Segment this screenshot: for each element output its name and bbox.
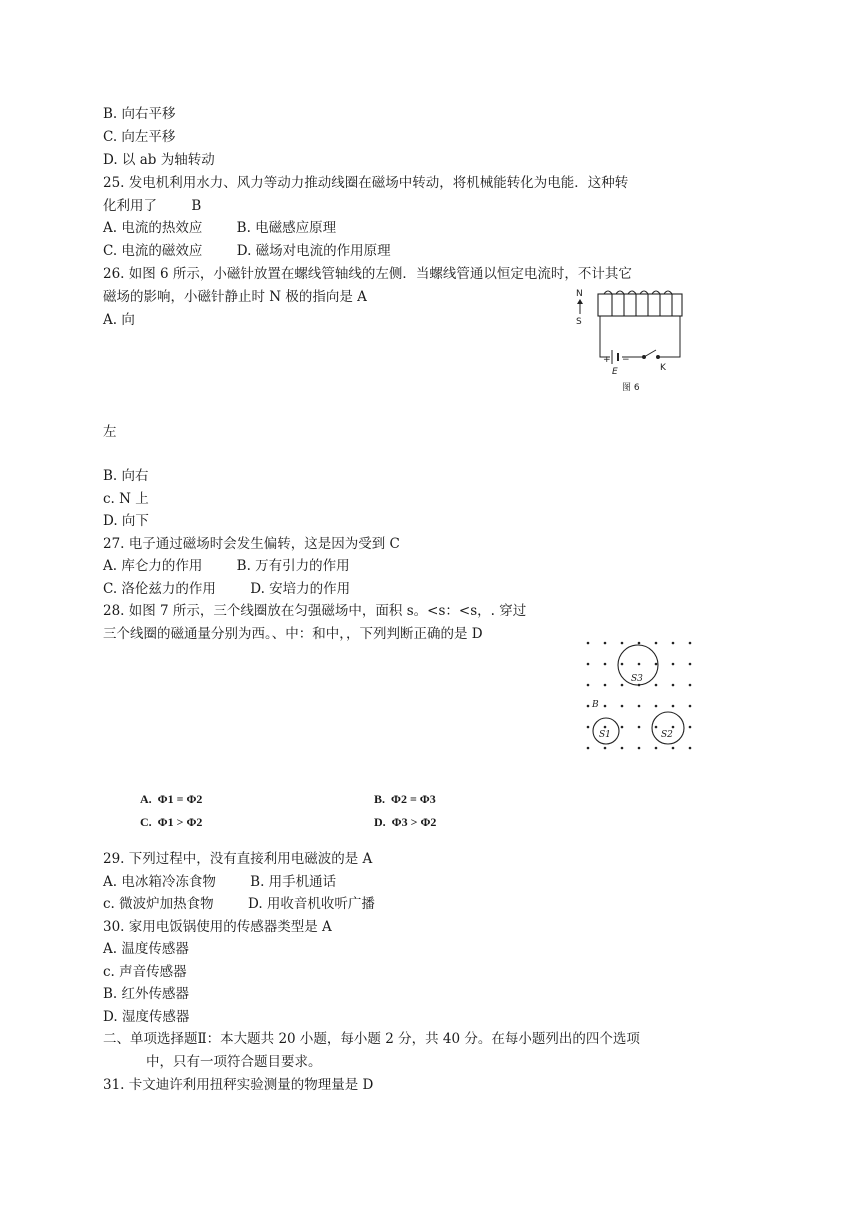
section-heading-cont: 中，只有一项符合题目要求。 (146, 1054, 322, 1070)
field-dot (638, 747, 641, 750)
question-26-cont: 磁场的影响，小磁针静止时 N 极的指向是 A (103, 289, 367, 305)
field-dot (655, 747, 658, 750)
field-dot (672, 705, 675, 708)
question-30-option-d: D. 湿度传感器 (103, 1009, 190, 1025)
field-dot (587, 747, 590, 750)
coil-s1-label: S1 (599, 730, 611, 740)
field-dot (689, 663, 692, 666)
question-26-option-a-cont: 左 (103, 424, 117, 440)
field-dot (655, 642, 658, 645)
coil-s2-label: S2 (661, 730, 673, 740)
figure-6-solenoid (570, 282, 690, 398)
compass-s-label: S (576, 317, 582, 327)
solenoid-coil (598, 291, 682, 316)
field-dot (604, 705, 607, 708)
field-dot (604, 726, 607, 729)
field-dot (638, 663, 641, 666)
field-dot (689, 642, 692, 645)
option-c-line: C. 向左平移 (103, 129, 176, 145)
field-dot (604, 663, 607, 666)
question-30: 30. 家用电饭锅使用的传感器类型是 A (103, 919, 332, 935)
field-dot (621, 726, 624, 729)
field-dot (655, 684, 658, 687)
fig7-option-d: D. Φ3 > Φ2 (374, 815, 437, 829)
field-dot (672, 747, 675, 750)
question-26-option-a: A. 向 (103, 312, 135, 328)
field-dot (655, 705, 658, 708)
question-26: 26. 如图 6 所示，小磁针放置在螺线管轴线的左侧．当螺线管通以恒定电流时，不计其它 (103, 266, 632, 282)
field-dot (621, 705, 624, 708)
question-29-options-cd: c. 微波炉加热食物 D. 用收音机收听广播 (103, 896, 375, 912)
battery-label: E (612, 367, 618, 377)
field-dot (604, 642, 607, 645)
field-dot (689, 705, 692, 708)
compass-needle-icon (577, 299, 583, 314)
field-dot (655, 726, 658, 729)
field-dot (587, 684, 590, 687)
option-b-line: B. 向右平移 (103, 106, 176, 122)
question-25-options-cd: C. 电流的磁效应 D. 磁场对电流的作用原理 (103, 243, 391, 259)
compass-n-label: N (576, 289, 583, 299)
question-26-option-c: c. N 上 (103, 491, 149, 507)
field-dot (672, 726, 675, 729)
field-dot (672, 684, 675, 687)
field-b-label: B (592, 700, 599, 710)
question-31: 31. 卡文迪许利用扭秤实验测量的物理量是 D (103, 1077, 374, 1093)
figure-6-caption: 图 6 (622, 383, 640, 393)
question-25: 25. 发电机利用水力、风力等动力推动线圈在磁场中转动，将机械能转化为电能．这种转 (103, 175, 629, 191)
question-27: 27. 电子通过磁场时会发生偏转，这是因为受到 C (103, 536, 400, 552)
field-dot (587, 663, 590, 666)
question-25-options-ab: A. 电流的热效应 B. 电磁感应原理 (103, 220, 337, 236)
option-d-line: D. 以 ab 为轴转动 (103, 152, 215, 168)
question-26-option-b: B. 向右 (103, 468, 149, 484)
field-dot (621, 684, 624, 687)
question-28: 28. 如图 7 所示，三个线圈放在匀强磁场中，面积 s。<s：<s，. 穿过 (103, 603, 527, 619)
field-dot (587, 642, 590, 645)
field-dot (621, 642, 624, 645)
question-25-cont: 化利用了 B (103, 198, 202, 214)
question-29: 29. 下列过程中，没有直接利用电磁波的是 A (103, 851, 373, 867)
field-dot (604, 747, 607, 750)
question-30-option-c: c. 声音传感器 (103, 964, 187, 980)
field-dot (672, 642, 675, 645)
question-27-options-cd: C. 洛伦兹力的作用 D. 安培力的作用 (103, 581, 351, 597)
question-30-option-a: A. 温度传感器 (103, 941, 189, 957)
battery-plus-label: + (603, 355, 611, 365)
field-dot (689, 684, 692, 687)
field-dot (638, 642, 641, 645)
field-dot (621, 663, 624, 666)
field-dot (672, 663, 675, 666)
field-dot (689, 747, 692, 750)
field-dot (587, 705, 590, 708)
battery-minus-label: − (622, 355, 630, 365)
circuit-wire (600, 316, 680, 364)
fig7-option-b: B. Φ2 = Φ3 (374, 792, 436, 806)
fig7-option-a: A. Φ1 = Φ2 (140, 792, 203, 806)
field-dot (621, 747, 624, 750)
question-28-cont: 三个线圈的磁通量分别为西。、中：和中，，下列判断正确的是 D (103, 626, 483, 642)
switch-label: K (660, 363, 666, 373)
field-dot (604, 684, 607, 687)
coil-s3-label: S3 (631, 674, 643, 684)
field-dot (638, 705, 641, 708)
question-27-options-ab: A. 库仑力的作用 B. 万有引力的作用 (103, 558, 350, 574)
section-heading: 二、单项选择题Ⅱ：本大题共 20 小题，每小题 2 分，共 40 分。在每小题列出的四个选项 (103, 1031, 640, 1047)
question-26-option-d: D. 向下 (103, 513, 149, 529)
question-29-options-ab: A. 电冰箱冷冻食物 B. 用手机通话 (103, 874, 337, 890)
figure-7-coils (580, 637, 700, 753)
field-dot (655, 663, 658, 666)
field-dot (587, 726, 590, 729)
question-30-option-b: B. 红外传感器 (103, 986, 190, 1002)
field-dot (638, 726, 641, 729)
field-dot (689, 726, 692, 729)
fig7-option-c: C. Φ1 > Φ2 (140, 815, 203, 829)
